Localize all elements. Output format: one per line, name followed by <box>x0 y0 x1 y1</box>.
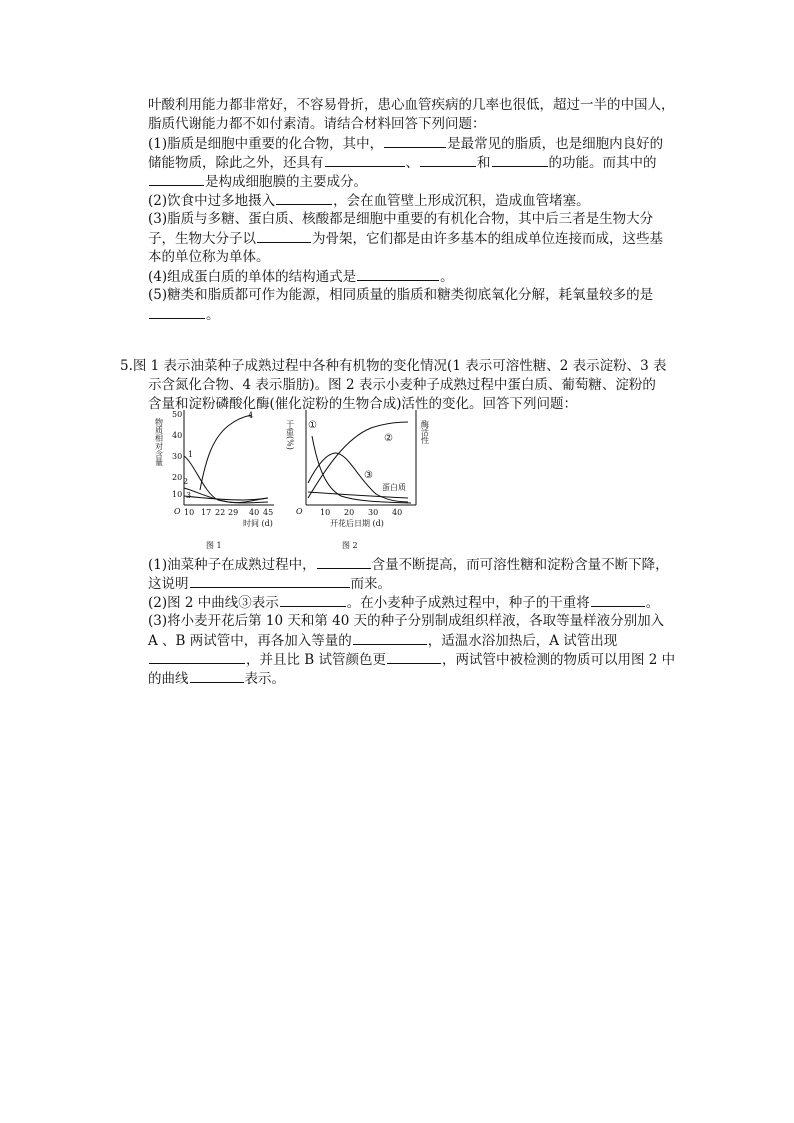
intro-line-2: 脂质代谢能力都不如付素清。请结合材料回答下列问题： <box>148 116 486 132</box>
fig2-ylabel-right: 酶活性 <box>420 420 430 444</box>
fig1-curve-3 <box>184 496 268 500</box>
fig1-ytick: 30 <box>172 452 183 461</box>
s3-text-b: A 、B 两试管中，再各加入等量的 <box>148 633 352 649</box>
s3-text-c: ，适温水浴加热后，A 试管出现 <box>427 633 618 649</box>
q2-text-b: ，会在血管壁上形成沉积，造成血管堵塞。 <box>333 193 590 209</box>
q3-line-1: (3)脂质与多糖、蛋白质、核酸都是细胞中重要的有机化合物，其中后三者是生物大分 <box>148 211 654 227</box>
answer-blank[interactable] <box>591 593 645 607</box>
answer-blank[interactable] <box>325 153 405 167</box>
s3-line-2 <box>148 631 617 651</box>
s2-line <box>148 593 659 613</box>
q2-text-a: (2)饮食中过多地摄入 <box>148 193 276 209</box>
figure-1-chart <box>148 408 288 553</box>
answer-blank[interactable] <box>149 305 205 319</box>
fig1-ylabel: 物质相对含量 <box>154 418 164 466</box>
q5-text-b: 。 <box>206 307 220 323</box>
fig1-curve-4 <box>200 415 252 490</box>
answer-blank[interactable] <box>190 574 350 588</box>
q1-text-a: (1)脂质是细胞中重要的化合物，其中， <box>148 136 384 152</box>
fig2-curve-label: ② <box>384 433 393 444</box>
s1-text-c: 这说明 <box>148 576 189 592</box>
answer-blank[interactable] <box>384 134 446 148</box>
figure-2 <box>286 408 441 553</box>
fig1-xtick: 22 <box>215 508 226 517</box>
q1-text-e: 和 <box>477 155 491 171</box>
answer-blank[interactable] <box>149 650 245 664</box>
s1-line-2 <box>148 574 391 594</box>
s1-text-a: (1)油菜种子在成熟过程中， <box>148 557 316 573</box>
q1-line-2 <box>148 153 657 173</box>
fig1-xtick: 45 <box>263 508 274 517</box>
fig2-curve-label: ③ <box>364 470 373 481</box>
answer-blank[interactable] <box>357 267 439 281</box>
q4-line <box>148 267 454 287</box>
fig1-curve-label: 2 <box>183 477 189 486</box>
answer-blank[interactable] <box>149 172 204 186</box>
s3-text-g: 表示。 <box>244 671 285 687</box>
problem5-line-1: 5.图 1 表示油菜种子成熟过程中各种有机物的变化情况(1 表示可溶性糖、2 表示淀粉、3 表 <box>120 358 667 374</box>
answer-blank[interactable] <box>276 191 332 205</box>
s2-text-b: 。在小麦种子成熟过程中，种子的干重将 <box>346 595 590 611</box>
q1-text-d: 、 <box>405 155 419 171</box>
fig1-ytick: 10 <box>172 490 183 499</box>
fig2-xtick: 10 <box>320 508 331 517</box>
answer-blank[interactable] <box>420 153 476 167</box>
s3-text-e: ，两试管中被检测的物质可以用图 2 中 <box>442 652 676 668</box>
q5-line-2 <box>148 305 220 325</box>
q5-line-1: (5)糖类和脂质都可作为能源，相同质量的脂质和糖类彻底氧化分解，耗氧量较多的是 <box>148 287 654 303</box>
fig2-ylabel-left: 干重(%) <box>286 420 295 450</box>
fig2-xtick: 20 <box>344 508 355 517</box>
q3-text-c: 为骨架，它们都是由许多基本的组成单位连接而成，这些基 <box>312 231 663 247</box>
intro-line-1: 叶酸利用能力都非常好，不容易骨折，患心血管疾病的几率也很低，超过一半的中国人， <box>148 97 675 113</box>
s3-line-4 <box>148 669 285 689</box>
s3-line-1: (3)将小麦开花后第 10 天和第 40 天的种子分别制成组织样液，各取等量样液分别加入 <box>148 613 665 629</box>
s2-text-c: 。 <box>645 595 660 611</box>
fig2-caption: 图 2 <box>342 541 358 550</box>
answer-blank[interactable] <box>280 593 346 607</box>
fig1-xtick: 29 <box>228 508 239 517</box>
problem5-line-3: 含量和淀粉磷酸化酶(催化淀粉的生物合成)活性的变化。回答下列问题： <box>148 396 578 412</box>
fig2-curve-3 <box>308 453 408 502</box>
q1-line-1 <box>148 134 663 154</box>
figure-2-chart <box>286 408 441 553</box>
s1-text-d: 而来。 <box>350 576 391 592</box>
fig1-ytick: 20 <box>172 473 183 482</box>
s2-text-a: (2)图 2 中曲线③表示 <box>148 595 279 611</box>
fig1-curve-1 <box>184 456 268 503</box>
q1-text-g: 是构成细胞膜的主要成分。 <box>205 174 367 190</box>
fig2-curve-protein <box>308 492 408 498</box>
fig1-ytick: 50 <box>172 410 183 419</box>
answer-blank[interactable] <box>257 229 311 243</box>
s3-line-3 <box>148 650 675 670</box>
fig2-curve-label: ① <box>308 420 317 431</box>
q1-text-f: 的功能。而其中的 <box>548 155 657 171</box>
fig2-xtick: 30 <box>368 508 379 517</box>
fig1-xlabel: 时间 (d) <box>243 519 273 528</box>
q4-text-a: (4)组成蛋白质的单体的结构通式是 <box>148 269 357 285</box>
fig1-curve-2 <box>184 488 268 503</box>
q3-line-2 <box>148 229 663 249</box>
figure-1 <box>148 408 288 553</box>
fig1-curve-label: 4 <box>248 411 254 420</box>
s1-text-b: 含量不断提高，而可溶性糖和淀粉含量不断下降， <box>371 557 669 573</box>
fig2-xlabel: 开花后日期 (d) <box>330 519 384 528</box>
fig1-xtick: 40 <box>249 508 260 517</box>
fig2-origin: O <box>296 507 303 516</box>
fig2-xtick: 40 <box>392 508 403 517</box>
s3-text-f: 的曲线 <box>148 671 189 687</box>
q4-text-b: 。 <box>440 269 454 285</box>
fig1-ytick: 40 <box>172 431 183 440</box>
fig1-curve-label: 3 <box>186 491 192 500</box>
s3-text-d: ，并且比 B 试管颜色更 <box>246 652 387 668</box>
fig1-xtick: 17 <box>201 508 212 517</box>
q3-text-b: 子，生物大分子以 <box>148 231 256 247</box>
answer-blank[interactable] <box>317 555 371 569</box>
q1-text-b: 是最常见的脂质，也是细胞内良好的 <box>447 136 664 152</box>
answer-blank[interactable] <box>190 669 244 683</box>
fig1-curve-label: 1 <box>188 450 194 459</box>
s1-line-1 <box>148 555 669 575</box>
fig1-origin: O <box>174 507 181 516</box>
answer-blank[interactable] <box>387 650 441 664</box>
fig1-xtick: 10 <box>184 508 195 517</box>
fig2-protein-label: 蛋白质 <box>382 483 406 492</box>
problem5-line-2: 示含氮化合物、4 表示脂肪)。图 2 表示小麦种子成熟过程中蛋白质、葡萄糖、淀粉的 <box>148 377 656 393</box>
q2-line <box>148 191 590 211</box>
answer-blank[interactable] <box>353 631 427 645</box>
q1-line-3 <box>148 172 367 192</box>
answer-blank[interactable] <box>492 153 548 167</box>
q3-line-3: 本的单位称为单体。 <box>148 249 270 265</box>
fig1-caption: 图 1 <box>206 541 222 550</box>
q1-text-c: 储能物质，除此之外，还具有 <box>148 155 324 171</box>
